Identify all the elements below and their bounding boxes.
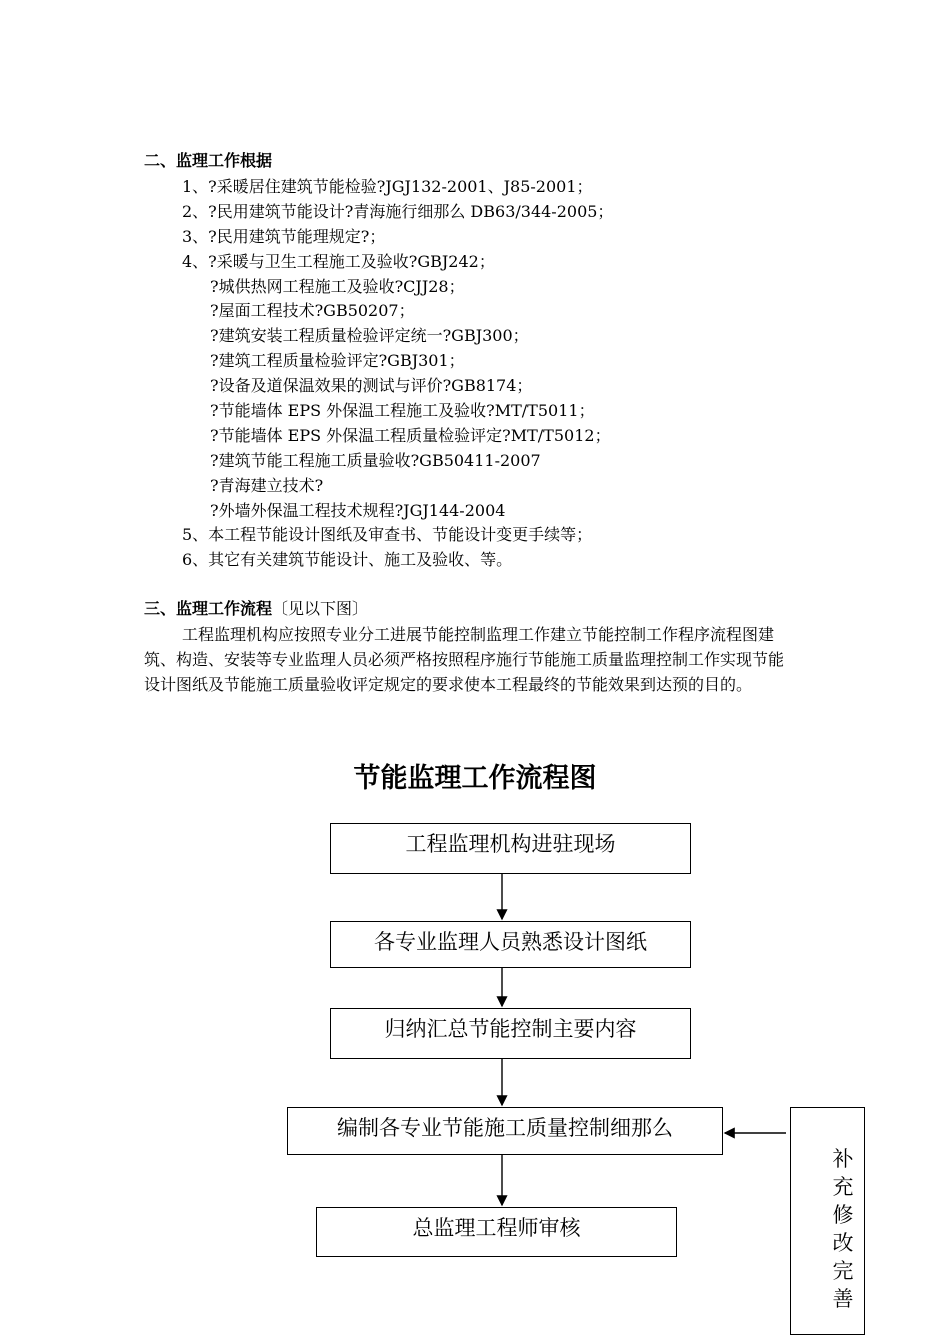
reference-item: ?建筑节能工程施工质量验收?GB50411-2007 [210, 451, 541, 470]
reference-item: 1、?采暖居住建筑节能检验?JGJ132-2001、J85-2001； [182, 177, 593, 196]
reference-item: ?节能墙体 EPS 外保温工程施工及验收?MT/T5011； [210, 401, 595, 420]
flowchart-title: 节能监理工作流程图 [353, 763, 597, 794]
reference-item: ?建筑安装工程质量检验评定统一?GBJ300； [210, 326, 529, 345]
section3-heading: 三、监理工作流程 [144, 599, 273, 618]
flow-step-4: 编制各专业节能施工质量控制细那么 [287, 1107, 723, 1155]
flow-step-1: 工程监理机构进驻现场 [330, 823, 691, 874]
reference-item: 5、本工程节能设计图纸及审查书、节能设计变更手续等； [182, 525, 593, 544]
reference-item: ?外墙外保温工程技术规程?JGJ144-2004 [210, 501, 506, 520]
reference-item: ?青海建立技术? [210, 476, 324, 495]
section3-heading-note: 〔见以下图〕 [272, 599, 369, 618]
reference-item: ?屋面工程技术?GB50207； [210, 301, 415, 320]
side-box-label: 补充修改完善 [832, 1147, 854, 1311]
section2-heading: 二、监理工作根据 [144, 151, 273, 170]
reference-item: ?设备及道保温效果的测试与评价?GB8174； [210, 376, 533, 395]
reference-item: ?城供热网工程施工及验收?CJJ28； [210, 277, 465, 296]
reference-item: ?建筑工程质量检验评定?GBJ301； [210, 351, 465, 370]
reference-item: 6、其它有关建筑节能设计、施工及验收、等。 [182, 550, 513, 569]
reference-item: 4、?采暖与卫生工程施工及验收?GBJ242； [182, 252, 495, 271]
section3-paragraph: 工程监理机构应按照专业分工进展节能控制监理工作建立节能控制工作程序流程图建筑、构造、安装等专业监理人员必须严格按照程序施行节能施工质量监理控制工作实现节能设计图纸及节能施工质量验收评定规定的要求使本工程最终的节能效果到达预的目的。 [144, 625, 785, 694]
flow-step-5-label: 总监理工程师审核 [412, 1216, 581, 1240]
flow-step-2: 各专业监理人员熟悉设计图纸 [330, 921, 691, 968]
flow-step-3: 归纳汇总节能控制主要内容 [330, 1008, 691, 1059]
reference-item: 2、?民用建筑节能设计?青海施行细那么 DB63/344-2005； [182, 202, 614, 221]
reference-item: ?节能墙体 EPS 外保温工程质量检验评定?MT/T5012； [210, 426, 611, 445]
reference-item: 3、?民用建筑节能理规定?； [182, 227, 386, 246]
